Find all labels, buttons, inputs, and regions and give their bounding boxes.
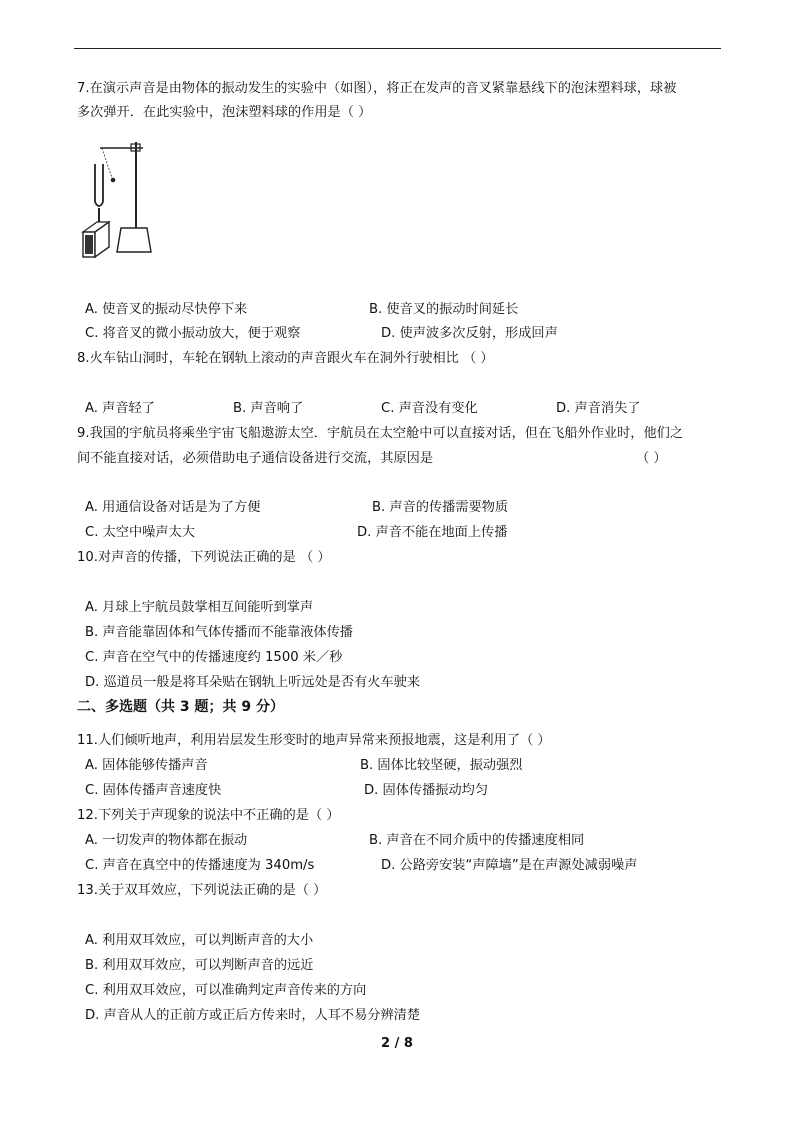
q7-option-b[interactable]: B. 使音叉的振动时间延长 bbox=[369, 302, 519, 317]
q10-stem: 10.对声音的传播，下列说法正确的是 （ ） bbox=[77, 550, 331, 565]
q10-option-a[interactable]: A. 月球上宇航员鼓掌相互间能听到掌声 bbox=[85, 600, 314, 615]
q7-option-d[interactable]: D. 使声波多次反射，形成回声 bbox=[381, 326, 558, 341]
q8-option-b[interactable]: B. 声音响了 bbox=[233, 401, 304, 416]
q12-stem: 12.下列关于声现象的说法中不正确的是（ ） bbox=[77, 808, 340, 823]
q7-option-c[interactable]: C. 将音叉的微小振动放大，便于观察 bbox=[85, 326, 301, 341]
page-number: 2 / 8 bbox=[381, 1036, 413, 1051]
q10-option-b[interactable]: B. 声音能靠固体和气体传播而不能靠液体传播 bbox=[85, 625, 353, 640]
q13-option-a[interactable]: A. 利用双耳效应，可以判断声音的大小 bbox=[85, 933, 314, 948]
q8-option-d[interactable]: D. 声音消失了 bbox=[556, 401, 641, 416]
q12-option-d[interactable]: D. 公路旁安装“声障墙”是在声源处减弱噪声 bbox=[381, 858, 638, 873]
q7-option-a[interactable]: A. 使音叉的振动尽快停下来 bbox=[85, 302, 248, 317]
q13-option-d[interactable]: D. 声音从人的正前方或正后方传来时，人耳不易分辨清楚 bbox=[85, 1008, 421, 1023]
q9-stem-line2: 间不能直接对话，必须借助电子通信设备进行交流，其原因是 bbox=[77, 451, 434, 466]
q11-stem: 11.人们倾听地声，利用岩层发生形变时的地声异常来预报地震，这是利用了（ ） bbox=[77, 733, 551, 748]
q9-option-d[interactable]: D. 声音不能在地面上传播 bbox=[357, 525, 508, 540]
q13-option-b[interactable]: B. 利用双耳效应，可以判断声音的远近 bbox=[85, 958, 314, 973]
q9-option-b[interactable]: B. 声音的传播需要物质 bbox=[372, 500, 509, 515]
q8-option-c[interactable]: C. 声音没有变化 bbox=[381, 401, 478, 416]
q12-option-b[interactable]: B. 声音在不同介质中的传播速度相同 bbox=[369, 833, 585, 848]
q7-stem-line1: 7.在演示声音是由物体的振动发生的实验中（如图），将正在发声的音叉紧靠悬线下的泡沫塑料球，球被 bbox=[77, 81, 677, 96]
q10-option-d[interactable]: D. 巡道员一般是将耳朵贴在钢轨上听远处是否有火车驶来 bbox=[85, 675, 421, 690]
q9-option-c[interactable]: C. 太空中噪声太大 bbox=[85, 525, 195, 540]
q12-option-c[interactable]: C. 声音在真空中的传播速度为 340m/s bbox=[85, 858, 315, 873]
q12-option-a[interactable]: A. 一切发声的物体都在振动 bbox=[85, 833, 248, 848]
q13-option-c[interactable]: C. 利用双耳效应，可以准确判定声音传来的方向 bbox=[85, 983, 367, 998]
q9-option-a[interactable]: A. 用通信设备对话是为了方便 bbox=[85, 500, 261, 515]
q10-option-c[interactable]: C. 声音在空气中的传播速度约 1500 米／秒 bbox=[85, 650, 343, 665]
q13-stem: 13.关于双耳效应，下列说法正确的是（ ） bbox=[77, 883, 327, 898]
q11-option-b[interactable]: B. 固体比较坚硬，振动强烈 bbox=[360, 758, 523, 773]
q9-answer-bracket: （ ） bbox=[636, 451, 667, 466]
q11-option-a[interactable]: A. 固体能够传播声音 bbox=[85, 758, 208, 773]
tuning-fork-experiment-figure bbox=[75, 140, 160, 262]
section-title-multiple-choice: 二、多选题（共 3 题；共 9 分） bbox=[77, 699, 284, 715]
header-rule bbox=[74, 48, 721, 49]
q9-stem-line1: 9.我国的宇航员将乘坐宇宙飞船遨游太空．宇航员在太空舱中可以直接对话，但在飞船外作业时，他们之 bbox=[77, 426, 684, 441]
q8-stem: 8.火车钻山洞时，车轮在钢轨上滚动的声音跟火车在洞外行驶相比 （ ） bbox=[77, 351, 494, 366]
q11-option-d[interactable]: D. 固体传播振动均匀 bbox=[364, 783, 489, 798]
q7-stem-line2: 多次弹开．在此实验中，泡沫塑料球的作用是（ ） bbox=[77, 105, 372, 120]
q8-option-a[interactable]: A. 声音轻了 bbox=[85, 401, 155, 416]
q11-option-c[interactable]: C. 固体传播声音速度快 bbox=[85, 783, 222, 798]
